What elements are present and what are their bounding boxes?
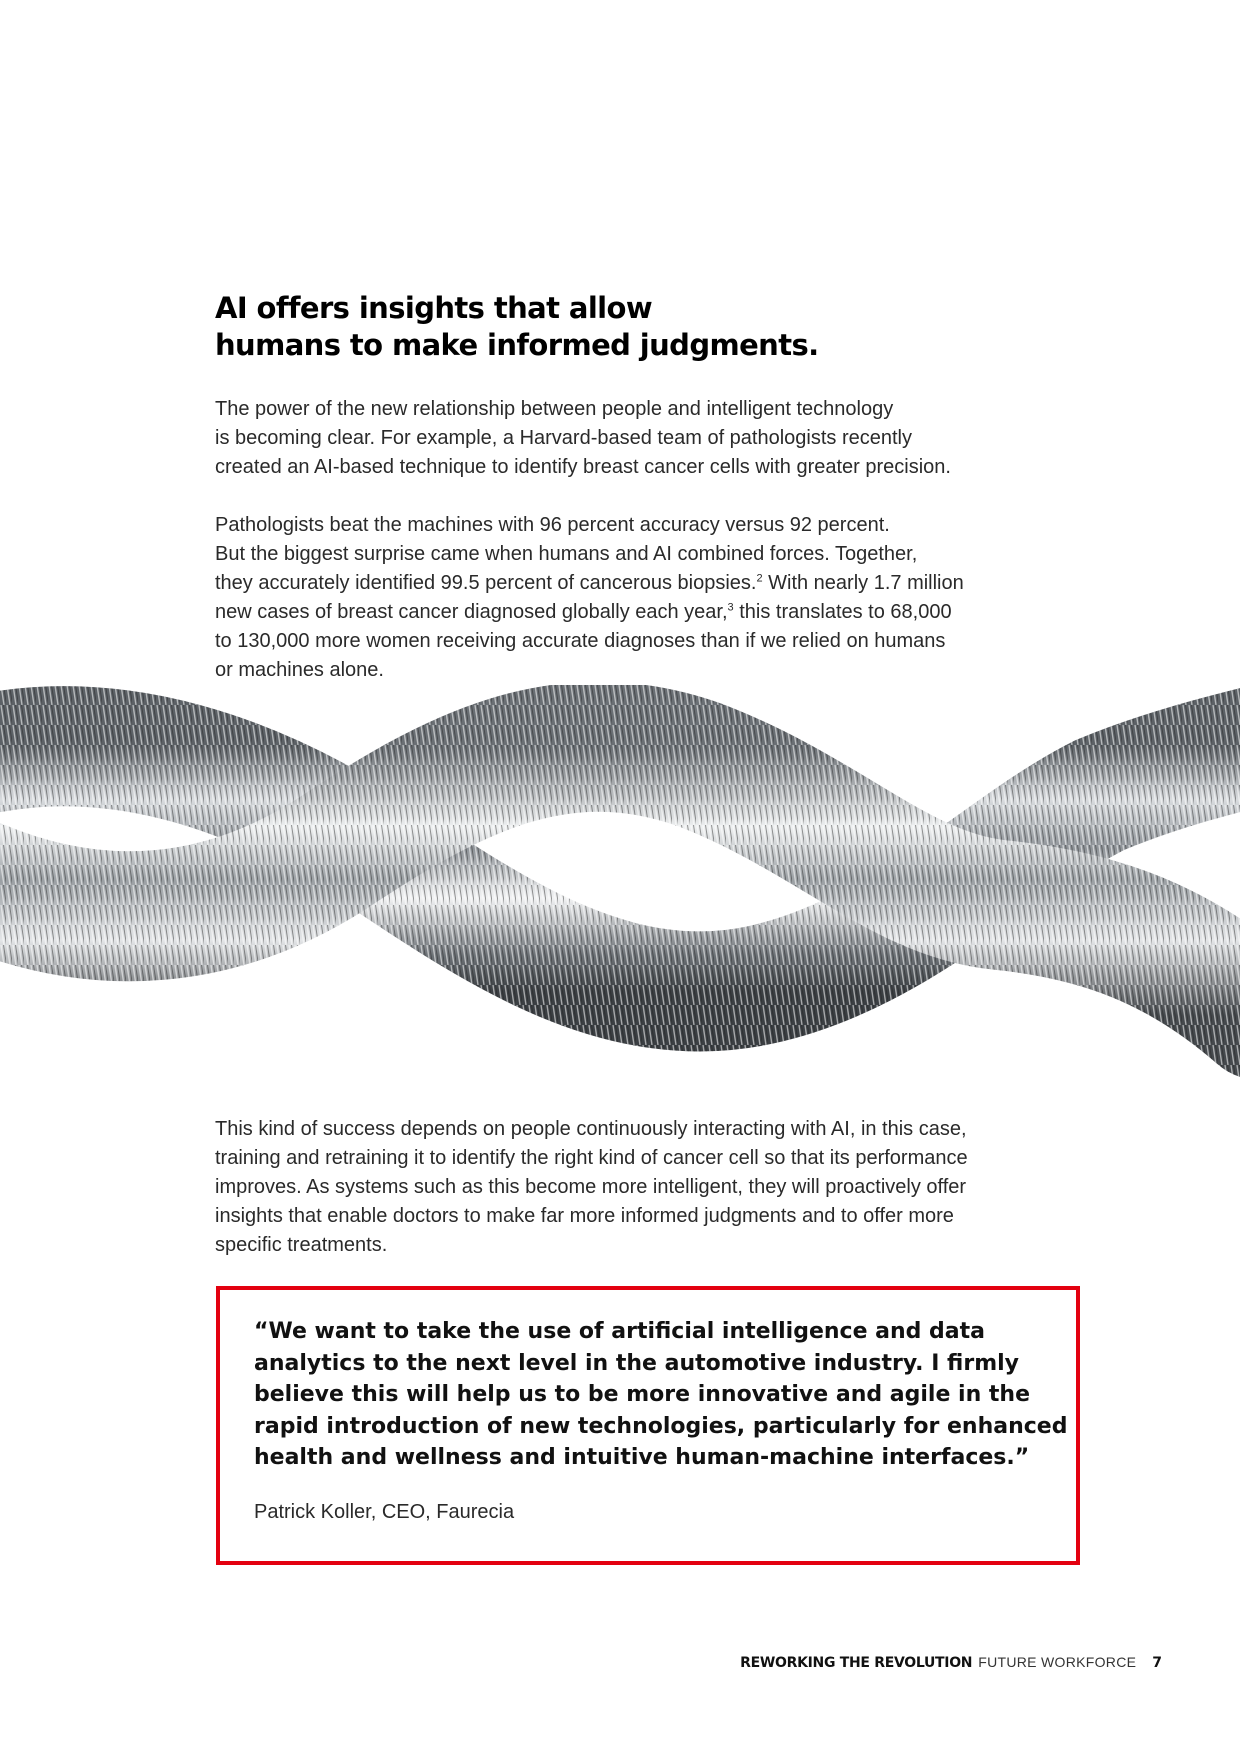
text-line: Pathologists beat the machines with 96 percent accuracy versus 92 percent. bbox=[215, 514, 890, 536]
twisted-metal-helix-image bbox=[0, 685, 1240, 1115]
text-line: But the biggest surprise came when humans and AI combined forces. Together, bbox=[215, 543, 918, 565]
text-line bbox=[215, 598, 1075, 627]
quote-line: health and wellness and intuitive human-machine interfaces.” bbox=[254, 1445, 1030, 1470]
text-fragment: With nearly 1.7 million bbox=[762, 572, 964, 594]
heading-line: AI offers insights that allow bbox=[215, 291, 653, 325]
text-line: is becoming clear. For example, a Harvard-based team of pathologists recently bbox=[215, 427, 913, 449]
closing-paragraph bbox=[215, 1115, 1075, 1260]
heading-line: humans to make informed judgments. bbox=[215, 328, 819, 362]
text-line: to 130,000 more women receiving accurate diagnoses than if we relied on humans bbox=[215, 630, 946, 652]
text-fragment: this translates to 68,000 bbox=[733, 601, 952, 623]
quote-line: “We want to take the use of artificial intelligence and data bbox=[254, 1319, 986, 1344]
quote-line: rapid introduction of new technologies, particularly for enhanced bbox=[254, 1413, 1068, 1439]
text-line: or machines alone. bbox=[215, 659, 384, 681]
text-line: training and retraining it to identify the right kind of cancer cell so that its performance bbox=[215, 1147, 968, 1169]
text-line: created an AI-based technique to identify breast cancer cells with greater precision. bbox=[215, 456, 951, 478]
text-fragment: they accurately identified 99.5 percent of cancerous biopsies. bbox=[215, 572, 757, 594]
text-line: The power of the new relationship between people and intelligent technology bbox=[215, 398, 894, 420]
footer-title: REWORKING THE REVOLUTION bbox=[740, 1655, 973, 1671]
footnote-ref[interactable]: 3 bbox=[727, 601, 734, 614]
intro-paragraph bbox=[215, 395, 1075, 482]
section-heading bbox=[215, 290, 1035, 364]
results-paragraph bbox=[215, 511, 1075, 685]
text-line: specific treatments. bbox=[215, 1234, 388, 1256]
text-fragment: new cases of breast cancer diagnosed globally each year, bbox=[215, 601, 728, 623]
pull-quote-box bbox=[216, 1286, 1080, 1565]
page-number: 7 bbox=[1152, 1655, 1162, 1671]
footnote-ref[interactable]: 2 bbox=[756, 572, 763, 585]
text-line: insights that enable doctors to make far more informed judgments and to offer more bbox=[215, 1205, 954, 1227]
footer-subtitle: FUTURE WORKFORCE bbox=[978, 1654, 1137, 1670]
text-line: This kind of success depends on people continuously interacting with AI, in this case, bbox=[215, 1118, 967, 1140]
text-line bbox=[215, 569, 1075, 598]
text-line: improves. As systems such as this become more intelligent, they will proactively offer bbox=[215, 1176, 967, 1198]
quote-line: believe this will help us to be more innovative and agile in the bbox=[254, 1382, 1030, 1407]
quote-line: analytics to the next level in the automotive industry. I firmly bbox=[254, 1350, 1020, 1376]
pull-quote bbox=[254, 1316, 1068, 1474]
quote-attribution: Patrick Koller, CEO, Faurecia bbox=[254, 1501, 515, 1523]
page-footer bbox=[740, 1654, 1162, 1671]
